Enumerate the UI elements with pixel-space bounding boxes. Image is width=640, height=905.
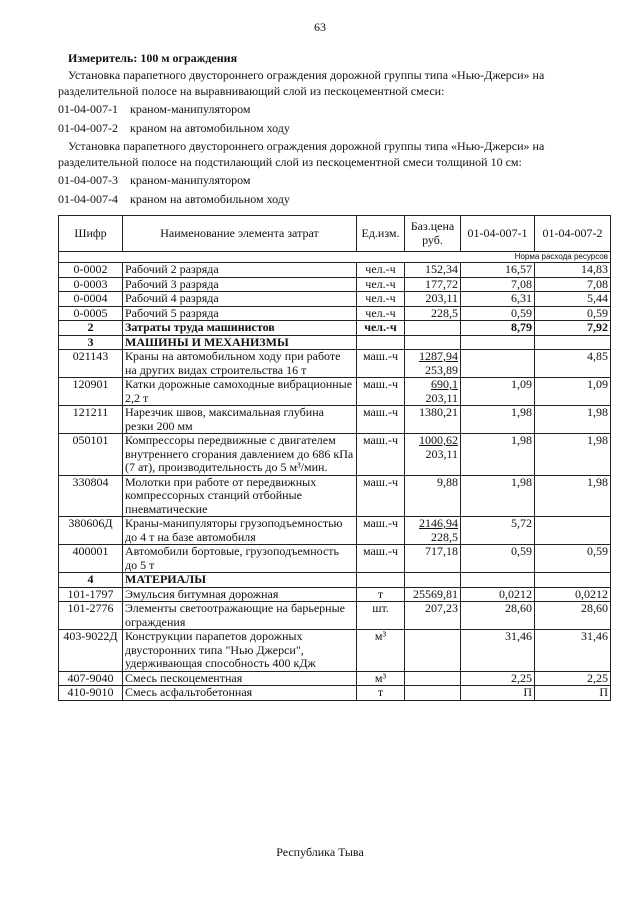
cell-col-1: 1,98 — [461, 475, 535, 517]
cell-code: 0-0002 — [59, 263, 123, 278]
cell-col-1: 1,98 — [461, 434, 535, 476]
cell-col-1: 5,72 — [461, 517, 535, 545]
cell-col-1: 0,59 — [461, 545, 535, 573]
cell-col-2: 0,59 — [535, 545, 611, 573]
cell-price — [405, 630, 461, 672]
cell-unit: маш.-ч — [357, 350, 405, 378]
intro-paragraph: Установка парапетного двустороннего ограждения дорожной группы типа «Нью-Джерси» на разделительной полосе на выравнивающий слой из пескоцементной смеси: — [58, 68, 545, 98]
cell-col-1: 0,0212 — [461, 587, 535, 602]
cell-name: Рабочий 3 разряда — [123, 277, 357, 292]
price-wage: 203,11 — [425, 446, 458, 461]
cell-code: 121211 — [59, 406, 123, 434]
cell-price: 177,72 — [405, 277, 461, 292]
table-row — [59, 434, 611, 476]
price-wage: 253,89 — [425, 362, 458, 377]
cell-unit: чел.-ч — [357, 277, 405, 292]
norma-label: Норма расхода ресурсов — [59, 252, 611, 263]
cell-code: 4 — [59, 573, 123, 588]
cell-name: МАТЕРИАЛЫ — [123, 573, 357, 588]
cell-col-1: 7,08 — [461, 277, 535, 292]
cell-price: 207,23 — [405, 602, 461, 630]
cell-col-2 — [535, 517, 611, 545]
table-row — [59, 686, 611, 701]
resource-table — [58, 215, 611, 701]
cell-unit: т — [357, 587, 405, 602]
price-wage: 228,5 — [431, 529, 458, 544]
cell-col-2: 1,98 — [535, 475, 611, 517]
cell-col-2: 7,92 — [535, 321, 611, 336]
section-row — [59, 573, 611, 588]
cell-unit: маш.-ч — [357, 517, 405, 545]
table-row — [59, 587, 611, 602]
cell-price — [405, 517, 461, 545]
cell-col-1 — [461, 350, 535, 378]
cell-code: 0-0004 — [59, 292, 123, 307]
cell-price: 1380,21 — [405, 406, 461, 434]
cell-col-1: 2,25 — [461, 671, 535, 686]
cell-code: 050101 — [59, 434, 123, 476]
cell-col-2: 1,98 — [535, 434, 611, 476]
intro-block — [58, 68, 618, 210]
cell-unit — [357, 573, 405, 588]
cell-name: Смесь пескоцементная — [123, 671, 357, 686]
cell-col-1: 16,57 — [461, 263, 535, 278]
cell-unit: маш.-ч — [357, 545, 405, 573]
cell-unit: маш.-ч — [357, 434, 405, 476]
cell-name: Конструкции парапетов дорожных двусторонних типа "Нью Джерси", удерживающая способность 400 кДж — [123, 630, 357, 672]
cell-col-1: 1,09 — [461, 378, 535, 406]
cell-code: 101-1797 — [59, 587, 123, 602]
cell-col-1: 1,98 — [461, 406, 535, 434]
cell-code: 2 — [59, 321, 123, 336]
cell-price — [405, 350, 461, 378]
cell-unit: чел.-ч — [357, 292, 405, 307]
cell-price — [405, 573, 461, 588]
cell-unit: м³ — [357, 671, 405, 686]
cell-unit: м³ — [357, 630, 405, 672]
intro-code-line — [58, 102, 618, 118]
intro-code: 01-04-007-1 — [58, 102, 118, 116]
cell-col-1: 28,60 — [461, 602, 535, 630]
cell-col-2: 1,09 — [535, 378, 611, 406]
header-col-2: 01-04-007-2 — [535, 216, 611, 252]
table-row — [59, 630, 611, 672]
table-row — [59, 406, 611, 434]
cell-col-2: 7,08 — [535, 277, 611, 292]
cell-unit: маш.-ч — [357, 475, 405, 517]
cell-code: 330804 — [59, 475, 123, 517]
header-code: Шифр — [59, 216, 123, 252]
cell-col-2: П — [535, 686, 611, 701]
header-price: Баз.цена руб. — [405, 216, 461, 252]
header-unit: Ед.изм. — [357, 216, 405, 252]
section-row — [59, 335, 611, 350]
table-row — [59, 306, 611, 321]
cell-name: Рабочий 4 разряда — [123, 292, 357, 307]
cell-col-2: 5,44 — [535, 292, 611, 307]
cell-unit — [357, 335, 405, 350]
cell-price: 228,5 — [405, 306, 461, 321]
cell-name: Рабочий 2 разряда — [123, 263, 357, 278]
intro-paragraph: Установка парапетного двустороннего ограждения дорожной группы типа «Нью-Джерси» на разделительной полосе на подстилающий слой из пескоцементной смеси толщиной 10 см: — [58, 139, 545, 169]
cell-col-2: 28,60 — [535, 602, 611, 630]
cell-col-1: 6,31 — [461, 292, 535, 307]
table-row — [59, 545, 611, 573]
cell-col-2 — [535, 335, 611, 350]
cell-col-2: 31,46 — [535, 630, 611, 672]
cell-name: Элементы светоотражающие на барьерные ограждения — [123, 602, 357, 630]
cell-code: 120901 — [59, 378, 123, 406]
cell-price — [405, 378, 461, 406]
cell-name: МАШИНЫ И МЕХАНИЗМЫ — [123, 335, 357, 350]
cell-unit: чел.-ч — [357, 263, 405, 278]
intro-code-text: краном-манипулятором — [130, 102, 251, 116]
cell-col-1: 0,59 — [461, 306, 535, 321]
intro-code-line — [58, 173, 618, 189]
table-row — [59, 350, 611, 378]
cell-unit: шт. — [357, 602, 405, 630]
price-total: 690,1 — [431, 377, 458, 391]
cell-col-1: 31,46 — [461, 630, 535, 672]
cell-price: 25569,81 — [405, 587, 461, 602]
cell-unit: чел.-ч — [357, 321, 405, 336]
table-row — [59, 277, 611, 292]
intro-code: 01-04-007-4 — [58, 191, 118, 206]
meter-heading: Измеритель: 100 м ограждения — [68, 51, 238, 65]
cell-unit: т — [357, 686, 405, 701]
table-row — [59, 378, 611, 406]
cell-col-2 — [535, 573, 611, 588]
cell-code: 410-9010 — [59, 686, 123, 701]
page-number: 63 — [314, 20, 326, 34]
price-total: 2146,94 — [419, 516, 458, 530]
cell-col-2: 14,83 — [535, 263, 611, 278]
table-row — [59, 475, 611, 517]
cell-unit: маш.-ч — [357, 406, 405, 434]
cell-name: Компрессоры передвижные с двигателем внутреннего сгорания давлением до 686 кПа (7 ат), производительность до 5 м³/мин. — [123, 434, 357, 476]
intro-code: 01-04-007-2 — [58, 120, 118, 135]
table-row — [59, 671, 611, 686]
intro-code-line — [58, 121, 618, 137]
cell-price: 152,34 — [405, 263, 461, 278]
cell-name: Рабочий 5 разряда — [123, 306, 357, 321]
price-wage: 203,11 — [425, 390, 458, 405]
intro-code-text: краном-манипулятором — [130, 173, 251, 187]
cell-code: 380606Д — [59, 517, 123, 545]
cell-price — [405, 671, 461, 686]
cell-name: Эмульсия битумная дорожная — [123, 587, 357, 602]
cell-price — [405, 686, 461, 701]
cell-price: 203,11 — [405, 292, 461, 307]
cell-price — [405, 321, 461, 336]
cell-code: 3 — [59, 335, 123, 350]
cell-col-2: 2,25 — [535, 671, 611, 686]
intro-code-text: краном на автомобильном ходу — [130, 191, 290, 206]
header-name: Наименование элемента затрат — [123, 216, 357, 252]
cell-price: 9,88 — [405, 475, 461, 517]
cell-price — [405, 335, 461, 350]
intro-code: 01-04-007-3 — [58, 173, 118, 187]
intro-code-line — [58, 192, 618, 208]
cell-code: 021143 — [59, 350, 123, 378]
cell-unit: чел.-ч — [357, 306, 405, 321]
section-row — [59, 321, 611, 336]
cell-col-1 — [461, 573, 535, 588]
footer-region: Республика Тыва — [276, 845, 364, 859]
cell-name: Краны-манипуляторы грузоподъемностью до 4 т на базе автомобиля — [123, 517, 357, 545]
cell-name: Нарезчик швов, максимальная глубина резки 200 мм — [123, 406, 357, 434]
cell-price: 717,18 — [405, 545, 461, 573]
cell-unit: маш.-ч — [357, 378, 405, 406]
cell-code: 403-9022Д — [59, 630, 123, 672]
table-row — [59, 517, 611, 545]
intro-code-text: краном на автомобильном ходу — [130, 120, 290, 135]
cell-code: 101-2776 — [59, 602, 123, 630]
cell-col-1 — [461, 335, 535, 350]
price-total: 1287,94 — [419, 349, 458, 363]
cell-price — [405, 434, 461, 476]
cell-code: 0-0005 — [59, 306, 123, 321]
cell-code: 0-0003 — [59, 277, 123, 292]
cell-col-2: 0,0212 — [535, 587, 611, 602]
table-body — [59, 263, 611, 701]
cell-name: Затраты труда машинистов — [123, 321, 357, 336]
cell-col-2: 1,98 — [535, 406, 611, 434]
cell-name: Смесь асфальтобетонная — [123, 686, 357, 701]
cell-col-1: П — [461, 686, 535, 701]
cell-name: Катки дорожные самоходные вибрационные 2,2 т — [123, 378, 357, 406]
table-row — [59, 292, 611, 307]
cell-col-2: 4,85 — [535, 350, 611, 378]
cell-name: Краны на автомобильном ходу при работе на других видах строительства 16 т — [123, 350, 357, 378]
header-col-1: 01-04-007-1 — [461, 216, 535, 252]
cell-name: Автомобили бортовые, грузоподъемность до 5 т — [123, 545, 357, 573]
cell-code: 407-9040 — [59, 671, 123, 686]
cell-code: 400001 — [59, 545, 123, 573]
table-row — [59, 263, 611, 278]
cell-col-1: 8,79 — [461, 321, 535, 336]
table-row — [59, 602, 611, 630]
cell-col-2: 0,59 — [535, 306, 611, 321]
cell-name: Молотки при работе от передвижных компрессорных станций отбойные пневматические — [123, 475, 357, 517]
price-total: 1000,62 — [419, 433, 458, 447]
